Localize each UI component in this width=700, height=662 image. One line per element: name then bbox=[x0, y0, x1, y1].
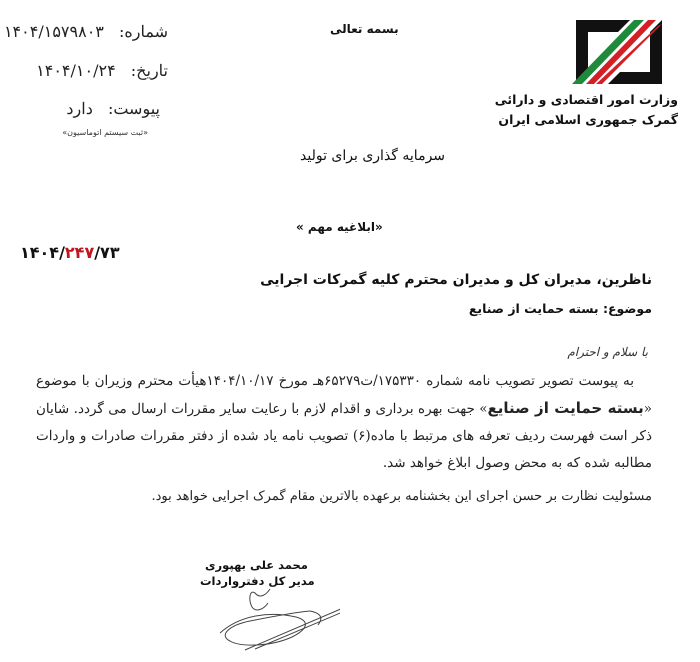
signer-title: مدیر کل دفترواردات bbox=[200, 574, 315, 588]
customs-logo-icon bbox=[572, 16, 666, 88]
ref-part2: ۲۴۷ bbox=[64, 243, 95, 262]
letter-attachment bbox=[66, 99, 160, 118]
subject-value: بسته حمایت از صنایع bbox=[468, 301, 599, 316]
body-p1-part1: به پیوست تصویر تصویب نامه شماره ۱۷۵۳۳۰/ت۶۵۲۷۹هـ مورخ ۱۴۰۴/۱۰/۱۷هیأت محترم وزیران با موضوع « bbox=[36, 373, 652, 417]
slogan: سرمایه گذاری برای تولید bbox=[300, 148, 446, 164]
letter-number bbox=[4, 22, 168, 41]
body-p1-bold: بسته حمایت از صنایع bbox=[487, 399, 644, 417]
invocation: بسمه تعالی bbox=[330, 22, 399, 36]
greeting: با سلام و احترام bbox=[567, 345, 648, 359]
subject bbox=[469, 301, 652, 316]
signature-scribble-icon bbox=[200, 585, 340, 655]
ref-part1: ۱۴۰۴/ bbox=[20, 243, 65, 262]
notice-title: «ابلاغیه مهم » bbox=[296, 220, 383, 234]
letter-date-label: تاریخ: bbox=[130, 61, 168, 80]
automation-note: «ثبت سیستم اتوماسیون» bbox=[62, 128, 148, 137]
org-ministry: وزارت امور اقتصادی و دارائی bbox=[494, 92, 678, 107]
letter-number-label: شماره: bbox=[118, 22, 168, 41]
letter-date bbox=[36, 61, 168, 80]
letter-number-value: ۱۴۰۴/۱۵۷۹۸۰۳ bbox=[3, 22, 104, 41]
body-p1-part2: » جهت بهره برداری و اقدام لازم با رعایت سایر مقررات ارسال می گردد. شایان ذکر است فهرست ردیف تعرفه های مرتبط با ماده(۶) تصویب نامه یاد شده از دفتر مقررات صادرات و واردات مطالبه شده که به محض وصول ابلاغ خواهد شد. bbox=[36, 401, 653, 471]
addressee: ناظرین، مدیران کل و مدیران محترم کلیه گمرکات اجرایی bbox=[260, 272, 652, 288]
subject-label: موضوع: bbox=[602, 301, 652, 316]
letter-attachment-value: دارد bbox=[66, 99, 93, 118]
body-paragraph-1 bbox=[36, 368, 652, 477]
notice-reference bbox=[20, 243, 120, 262]
signer-name: محمد علی بهپوری bbox=[205, 558, 308, 572]
ref-part3: /۷۳ bbox=[94, 243, 120, 262]
letter-date-value: ۱۴۰۴/۱۰/۲۴ bbox=[36, 61, 116, 80]
org-customs: گمرک جمهوری اسلامی ایران bbox=[498, 112, 678, 127]
letter-attachment-label: پیوست: bbox=[107, 99, 160, 118]
body-paragraph-2: مسئولیت نظارت بر حسن اجرای این بخشنامه برعهده بالاترین مقام گمرک اجرایی خواهد بود. bbox=[151, 489, 652, 504]
